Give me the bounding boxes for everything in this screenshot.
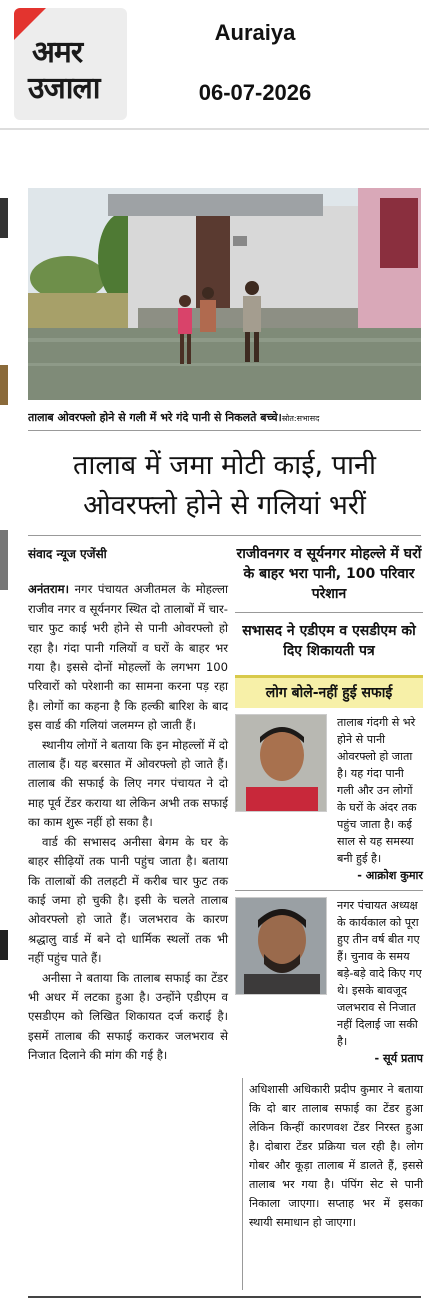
headline-line-2: ओवरफ्लो होने से गलियां भरीं [83,490,366,521]
opinion-divider [235,890,423,891]
edition-city: Auraiya [214,20,296,45]
article-body-left [28,545,228,1066]
subheadline-1: राजीवनगर व सूर्यनगर मोहल्ले में घरों के बाहर भरा पानी, 100 परिवार परेशान [235,540,423,613]
flooded-street-image [28,188,421,400]
photo-caption [28,405,421,431]
opinion-2 [235,897,423,1067]
opinion-2-text: नगर पंचायत अध्यक्ष के कार्यकाल को पूरा हुए तीन वर्ष बीत गए हैं। चुनाव के समय बड़े-बड़े वादे किए गए थे। इसके बावजूद जलभराव से निजात नहीं दिलाई जा सकी है। [337,899,422,1048]
masthead [0,0,429,130]
caption-text: तालाब ओवरफ्लो होने से गली में भरे गंदे पानी से निकलते बच्चे। [28,411,282,424]
opinion-1 [235,714,423,884]
opinion-1-name: - आक्रोश कुमार [357,869,423,882]
paragraph-3: वार्ड की सभासद अनीसा बेगम के घर के बाहर सीढ़ियों तक पानी पहुंच जाता है। बताया कि तालाबों की तलहटी में करीब चार फुट तक काई जमा हो चुकी है। इसी के चलते तालाब ओवरफ्लो हो जाते हैं। जलभराव के कारण श्रद्धालु वार्ड में बने दो धार्मिक स्थलों तक भी नहीं पहुंच पाते हैं। [28,834,228,966]
byline: संवाद न्यूज एजेंसी [28,547,107,561]
headline-divider [28,535,421,536]
column-divider [242,1078,243,1290]
opinion-2-name: - सूर्य प्रताप [374,1052,423,1065]
header-divider [0,128,429,130]
paragraph-2: स्थानीय लोगों ने बताया कि इन मोहल्लों में दो तालाब हैं। यह बरसात में ओवरफ्लो हो जाते हैं। तालाब की सफाई के लिए नगर पंचायत ने दो माह पूर्व टेंडर कराया था लेकिन अभी तक सफाई का काम शुरू नहीं हो सका है। [28,737,228,830]
avatar [235,714,327,812]
caption-source: स्रोत:सभासद [281,414,320,423]
opinion-1-text: तालाब गंदगी से भरे होने से पानी ओवरफ्लो हो जाता है। यह गंदा पानी गली और उन लोगों के घरों के अंदर तक पहुंच जाता है। कई साल से यह समस्या बनी हुई है। [337,716,417,865]
edition-date: 06-07-2026 [198,80,312,105]
subheadline-2: सभासद ने एडीएम व एसडीएम को दिए शिकायती पत्र [242,623,416,659]
page-bottom-rule [28,1296,421,1298]
paragraph-1: अनंतराम। नगर पंचायत अजीतमल के मोहल्ला राजीव नगर व सूर्यनगर स्थित दो तालाबों में चार-चार फुट काई भरी होने से पानी ओवरफ्लो हो रहा है। गंदा पानी गलियों व घरों के बाहर भर गया है। इससे दोनों मोहल्लों के लगभग 100 परिवारों को परेशानी का सामना करना पड़ रहा है। लोगों का कहना है कि हल्की बारिश के बाद इस वार्ड की गलियां जलमग्न हो जाती हैं। [28,582,229,733]
logo-line-1: अमर [32,35,83,70]
amar-ujala-logo [14,8,127,120]
dateline: अनंतराम। [28,582,69,597]
avatar [235,897,327,995]
article-headline [28,446,421,526]
news-photo [28,188,421,400]
logo-line-2: उजाला [28,71,100,106]
headline-line-1: तालाब में जमा मोटी काई, पानी [73,450,376,481]
opinion-banner: लोग बोले-नहीं हुई सफाई [235,675,423,708]
article-sidebar [235,540,423,1067]
official-statement: अधिशासी अधिकारी प्रदीप कुमार ने बताया कि दो बार तालाब सफाई का टेंडर हुआ लेकिन किन्हीं कारणवश टेंडर निरस्त हुआ है। दोबारा टेंडर प्रक्रिया चल रही है। लोग गोबर और कूड़ा तालाब में डालते हैं, इससे तालाब भर गया है। पंपिंग सेट से पानी निकाला जाएगा। सप्ताह भर में इसका स्थायी समाधान हो जाएगा। [249,1083,423,1229]
adjacent-column-edge [0,190,8,1290]
paragraph-4: अनीसा ने बताया कि तालाब सफाई का टेंडर भी अधर में लटका हुआ है। उन्होंने एडीएम व एसडीएम को लिखित शिकायत दर्ज कराई है। इसमें तालाब की सफाई कराकर जलभराव से निजात दिलाने की मांग की गई है। [28,970,228,1063]
